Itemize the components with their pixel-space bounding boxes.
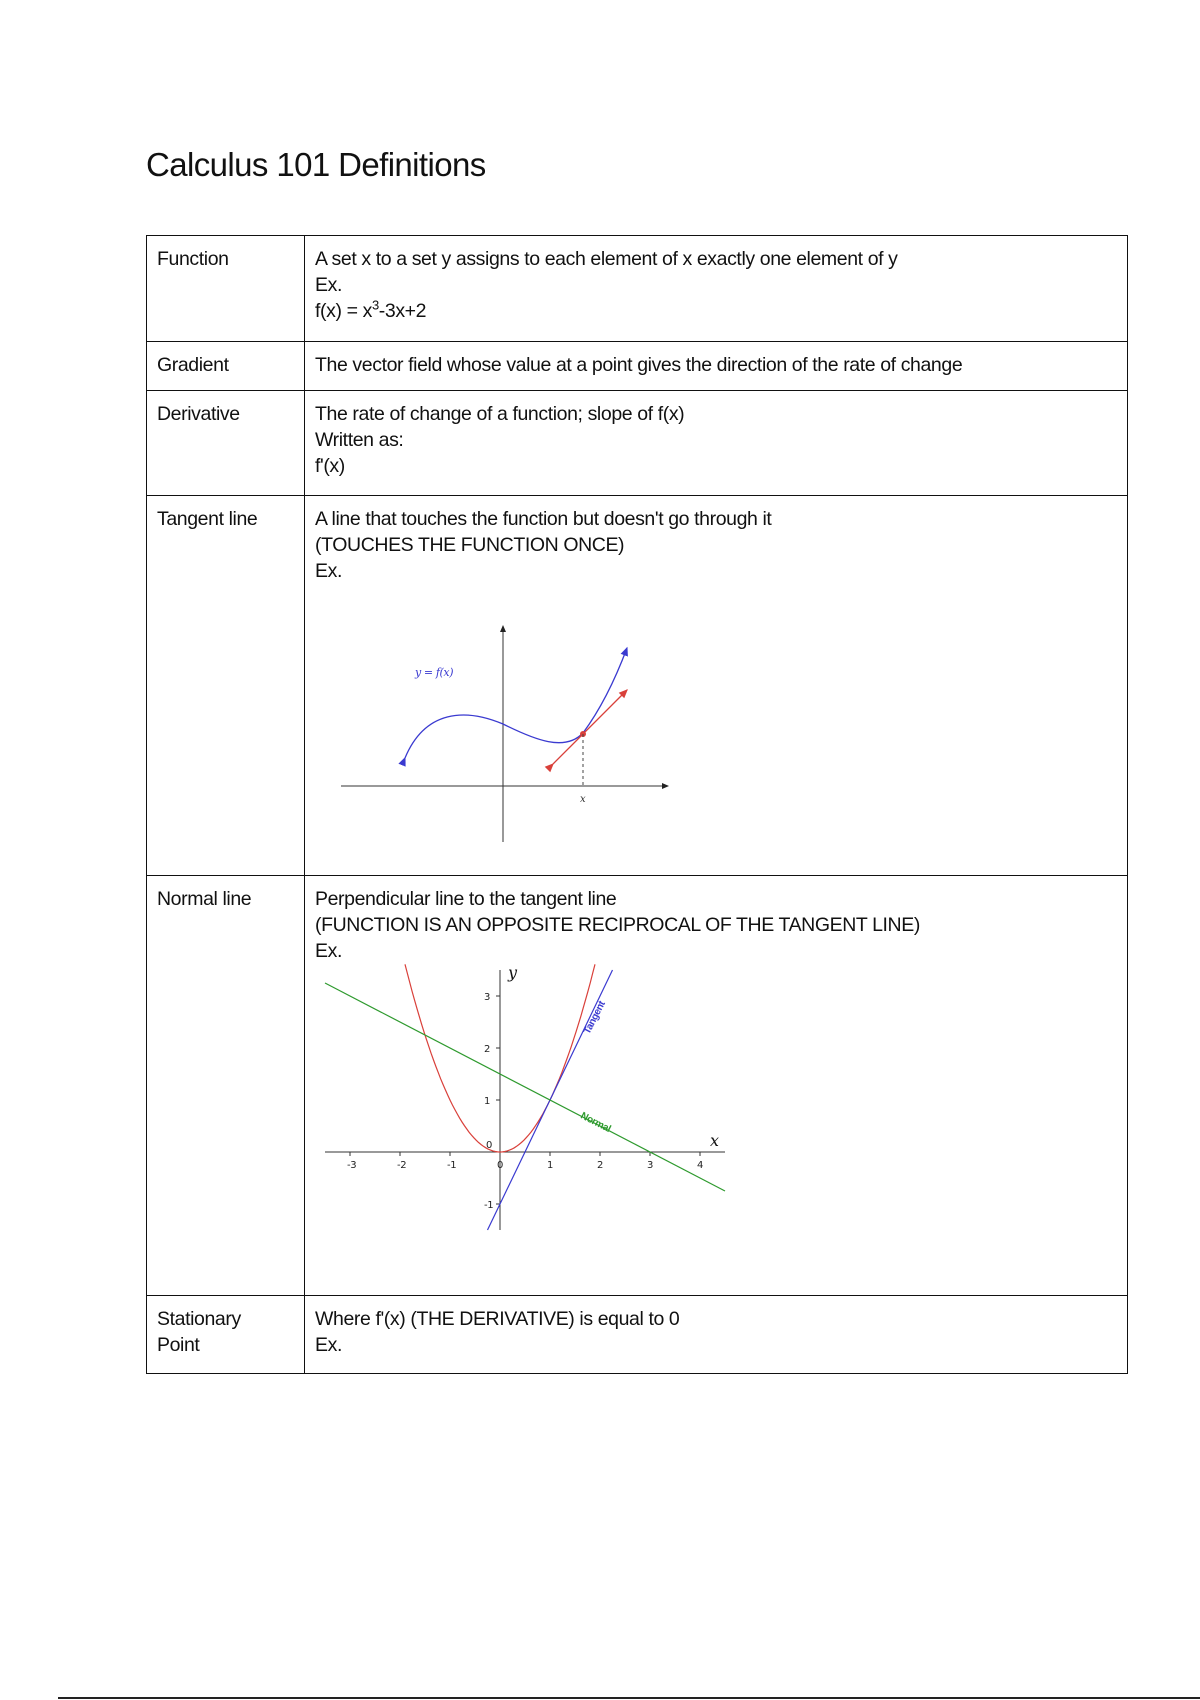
- term-cell: [147, 1296, 305, 1374]
- definition-cell: [305, 236, 1128, 342]
- tangent-line-figure: [315, 590, 675, 850]
- definition-text: A line that touches the function but doesn't go through it: [315, 508, 772, 530]
- term-label: Tangent line: [157, 508, 258, 530]
- definition-cell: [305, 342, 1128, 391]
- example-label: Ex.: [315, 1334, 342, 1356]
- term-label: Stationary: [157, 1308, 241, 1330]
- table-row: [147, 496, 1128, 876]
- y-tick-label: 0: [486, 1140, 492, 1151]
- table-row: [147, 236, 1128, 342]
- page-title: Calculus 101 Definitions: [146, 146, 486, 183]
- x-tick-label: -2: [397, 1160, 407, 1171]
- term-label: Gradient: [157, 354, 229, 376]
- x-tick-label: 2: [597, 1160, 603, 1171]
- tangent-line: [553, 690, 627, 764]
- definition-text: A set x to a set y assigns to each element of x exactly one element of y: [315, 248, 898, 270]
- table-row: [147, 342, 1128, 391]
- x-tick-label: 1: [547, 1160, 553, 1171]
- term-cell: [147, 876, 305, 1296]
- example-label: Ex.: [315, 940, 342, 962]
- function-curve: [405, 648, 627, 758]
- definition-text: Perpendicular line to the tangent line: [315, 888, 617, 910]
- definition-cell: [305, 1296, 1128, 1374]
- definition-text: (FUNCTION IS AN OPPOSITE RECIPROCAL OF THE TANGENT LINE): [315, 914, 920, 936]
- x-tick-label: 3: [647, 1160, 653, 1171]
- curve-label: y = f(x): [415, 666, 454, 679]
- term-cell: [147, 391, 305, 496]
- definition-text: The rate of change of a function; slope of f(x): [315, 403, 685, 425]
- x-axis-label: x: [710, 1131, 719, 1150]
- table-row: [147, 391, 1128, 496]
- derivative-notation: f'(x): [315, 455, 345, 477]
- y-tick-label: -1: [484, 1200, 494, 1211]
- y-tick-label: 3: [484, 992, 490, 1003]
- x-tick-label: 0: [497, 1160, 503, 1171]
- definition-text: Written as:: [315, 429, 404, 451]
- term-cell: [147, 236, 305, 342]
- normal-line-figure: [315, 962, 755, 1244]
- definition-text: Where f'(x) (THE DERIVATIVE) is equal to 0: [315, 1308, 680, 1330]
- function-formula: $f(x) = x^3-3x+2$: [315, 297, 427, 322]
- term-label: Derivative: [157, 403, 240, 425]
- term-label: Normal line: [157, 888, 252, 910]
- definition-cell: [305, 876, 1128, 1296]
- definition-cell: [305, 391, 1128, 496]
- normal-line: [325, 983, 725, 1191]
- term-cell: [147, 342, 305, 391]
- y-tick-label: 2: [484, 1044, 490, 1055]
- table-row: [147, 876, 1128, 1296]
- tangent-label: Tangent: [581, 999, 608, 1037]
- term-label: Point: [157, 1334, 200, 1356]
- definition-text: (TOUCHES THE FUNCTION ONCE): [315, 534, 625, 556]
- example-label: Ex.: [315, 560, 342, 582]
- y-tick-label: 1: [484, 1096, 490, 1107]
- x-tick-label: 4: [697, 1160, 703, 1171]
- example-label: Ex.: [315, 274, 342, 296]
- definition-cell: [305, 496, 1128, 876]
- definition-text: The vector field whose value at a point gives the direction of the rate of change: [315, 354, 963, 376]
- footer-rule: [58, 1697, 1200, 1699]
- x-tick-label: -1: [447, 1160, 457, 1171]
- table-row: [147, 1296, 1128, 1374]
- term-label: Function: [157, 248, 229, 270]
- definitions-table: [146, 235, 1128, 1374]
- y-axis-label: y: [508, 962, 517, 982]
- normal-label: Normal: [578, 1110, 613, 1135]
- x-point-label: x: [580, 794, 586, 805]
- x-tick-label: -3: [347, 1160, 357, 1171]
- term-cell: [147, 496, 305, 876]
